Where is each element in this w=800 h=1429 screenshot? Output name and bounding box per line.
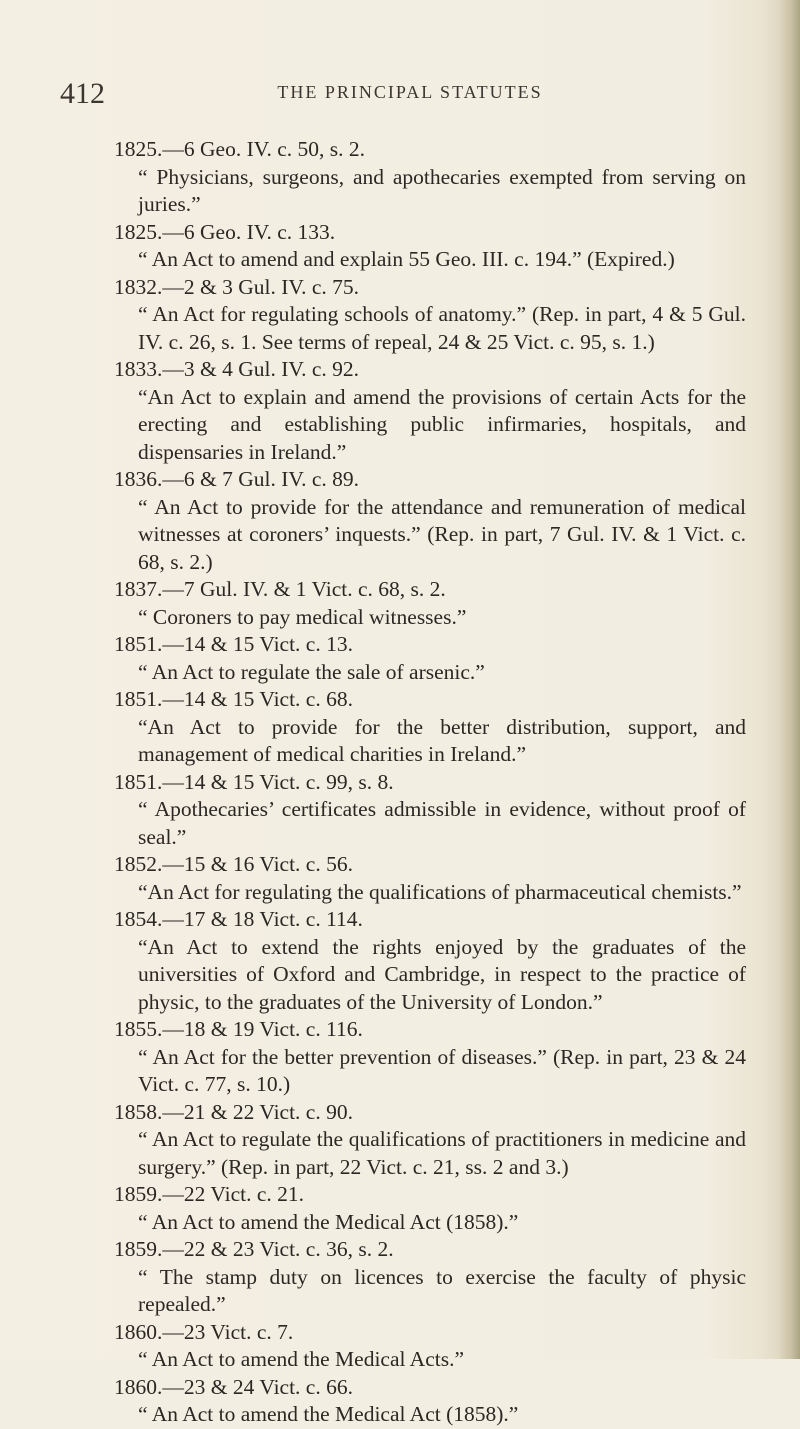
statute-citation: 1851.—14 & 15 Vict. c. 13. [114, 632, 353, 656]
statute-description: “ Physicians, surgeons, and apothecaries exempted from serving on juries.” [138, 164, 746, 216]
statute-entry [114, 356, 746, 466]
statute-citation: 1859.—22 Vict. c. 21. [114, 1182, 305, 1206]
statute-entry [114, 1374, 746, 1429]
statute-entry [114, 1319, 746, 1374]
page-header [60, 76, 760, 112]
statute-citation: 1851.—14 & 15 Vict. c. 99, s. 8. [114, 769, 394, 794]
statute-description: “An Act for regulating the qualifications of pharmaceutical chemists.” [138, 879, 742, 904]
statute-citation: 1837.—7 Gul. IV. & 1 Vict. c. 68, s. 2. [114, 577, 446, 601]
statute-description: “ An Act to amend and explain 55 Geo. III. c. 194.” (Expired.) [138, 247, 675, 271]
statute-entry [114, 219, 746, 274]
statute-description: “ An Act to amend the Medical Act (1858).” [138, 1402, 519, 1426]
statute-entry [114, 136, 746, 219]
statute-description: “ An Act to amend the Medical Act (1858).” [138, 1209, 519, 1234]
statute-citation: 1860.—23 & 24 Vict. c. 66. [114, 1374, 353, 1399]
statute-citation: 1854.—17 & 18 Vict. c. 114. [114, 907, 363, 931]
running-title: THE PRINCIPAL STATUTES [277, 82, 543, 102]
statute-entry [114, 1181, 746, 1236]
statute-citation: 1833.—3 & 4 Gul. IV. c. 92. [114, 357, 360, 381]
statute-citation: 1851.—14 & 15 Vict. c. 68. [114, 687, 353, 711]
statute-description: “ Apothecaries’ certificates admissible in evidence, without proof of seal.” [138, 797, 746, 849]
statute-entry [114, 769, 746, 852]
statute-citation: 1852.—15 & 16 Vict. c. 56. [114, 852, 353, 876]
statute-description: “An Act to provide for the better distribution, support, and management of medical charities in Ireland.” [138, 714, 746, 766]
statute-description: “An Act to extend the rights enjoyed by the graduates of the universities of Oxford and Cambridge, in respect to the practice of physic, to the graduates of the University of London.” [138, 934, 746, 1014]
statute-description: “ An Act for the better prevention of diseases.” (Rep. in part, 23 & 24 Vict. c. 77, s. 10.) [138, 1044, 746, 1096]
page-edge-shadow [778, 0, 800, 1359]
statute-citation: 1855.—18 & 19 Vict. c. 116. [114, 1017, 363, 1041]
statute-description: “ An Act to amend the Medical Acts.” [138, 1347, 464, 1371]
statute-citation: 1832.—2 & 3 Gul. IV. c. 75. [114, 274, 360, 299]
statute-citation: 1859.—22 & 23 Vict. c. 36, s. 2. [114, 1237, 394, 1261]
statute-citation: 1836.—6 & 7 Gul. IV. c. 89. [114, 467, 360, 491]
statute-entry [114, 686, 746, 769]
statute-description: “An Act to explain and amend the provisions of certain Acts for the erecting and establishing public infirmaries, hospitals, and dispensaries in Ireland.” [138, 384, 746, 464]
statute-entry [114, 851, 746, 906]
page-number: 412 [60, 77, 105, 110]
statute-entry [114, 906, 746, 1016]
statute-description: “ An Act to regulate the sale of arsenic.” [138, 659, 485, 684]
statute-citation: 1825.—6 Geo. IV. c. 50, s. 2. [114, 137, 366, 161]
statute-description: “ Coroners to pay medical witnesses.” [138, 604, 467, 629]
statute-description: “ The stamp duty on licences to exercise the faculty of physic repealed.” [138, 1264, 746, 1316]
statute-entry [114, 1016, 746, 1099]
statute-description: “ An Act to provide for the attendance and remuneration of medical witnesses at coroners’ inquests.” (Rep. in part, 7 Gul. IV. & 1 Vict. c. 68, s. 2.) [138, 494, 746, 574]
statute-entry [114, 1236, 746, 1319]
statute-entry [114, 466, 746, 576]
statute-entry [114, 631, 746, 686]
statute-citation: 1858.—21 & 22 Vict. c. 90. [114, 1099, 353, 1124]
statute-list [114, 136, 746, 1429]
statute-citation: 1860.—23 Vict. c. 7. [114, 1319, 294, 1344]
statute-entry [114, 576, 746, 631]
statute-description: “ An Act to regulate the qualifications of practitioners in medicine and surgery.” (Rep. in part, 22 Vict. c. 21, ss. 2 and 3.) [138, 1127, 746, 1179]
statute-entry [114, 1099, 746, 1182]
statute-citation: 1825.—6 Geo. IV. c. 133. [114, 219, 336, 244]
statute-description: “ An Act for regulating schools of anatomy.” (Rep. in part, 4 & 5 Gul. IV. c. 26, s. 1. See terms of repeal, 24 & 25 Vict. c. 95, s. 1.) [138, 302, 746, 354]
statute-entry [114, 274, 746, 357]
